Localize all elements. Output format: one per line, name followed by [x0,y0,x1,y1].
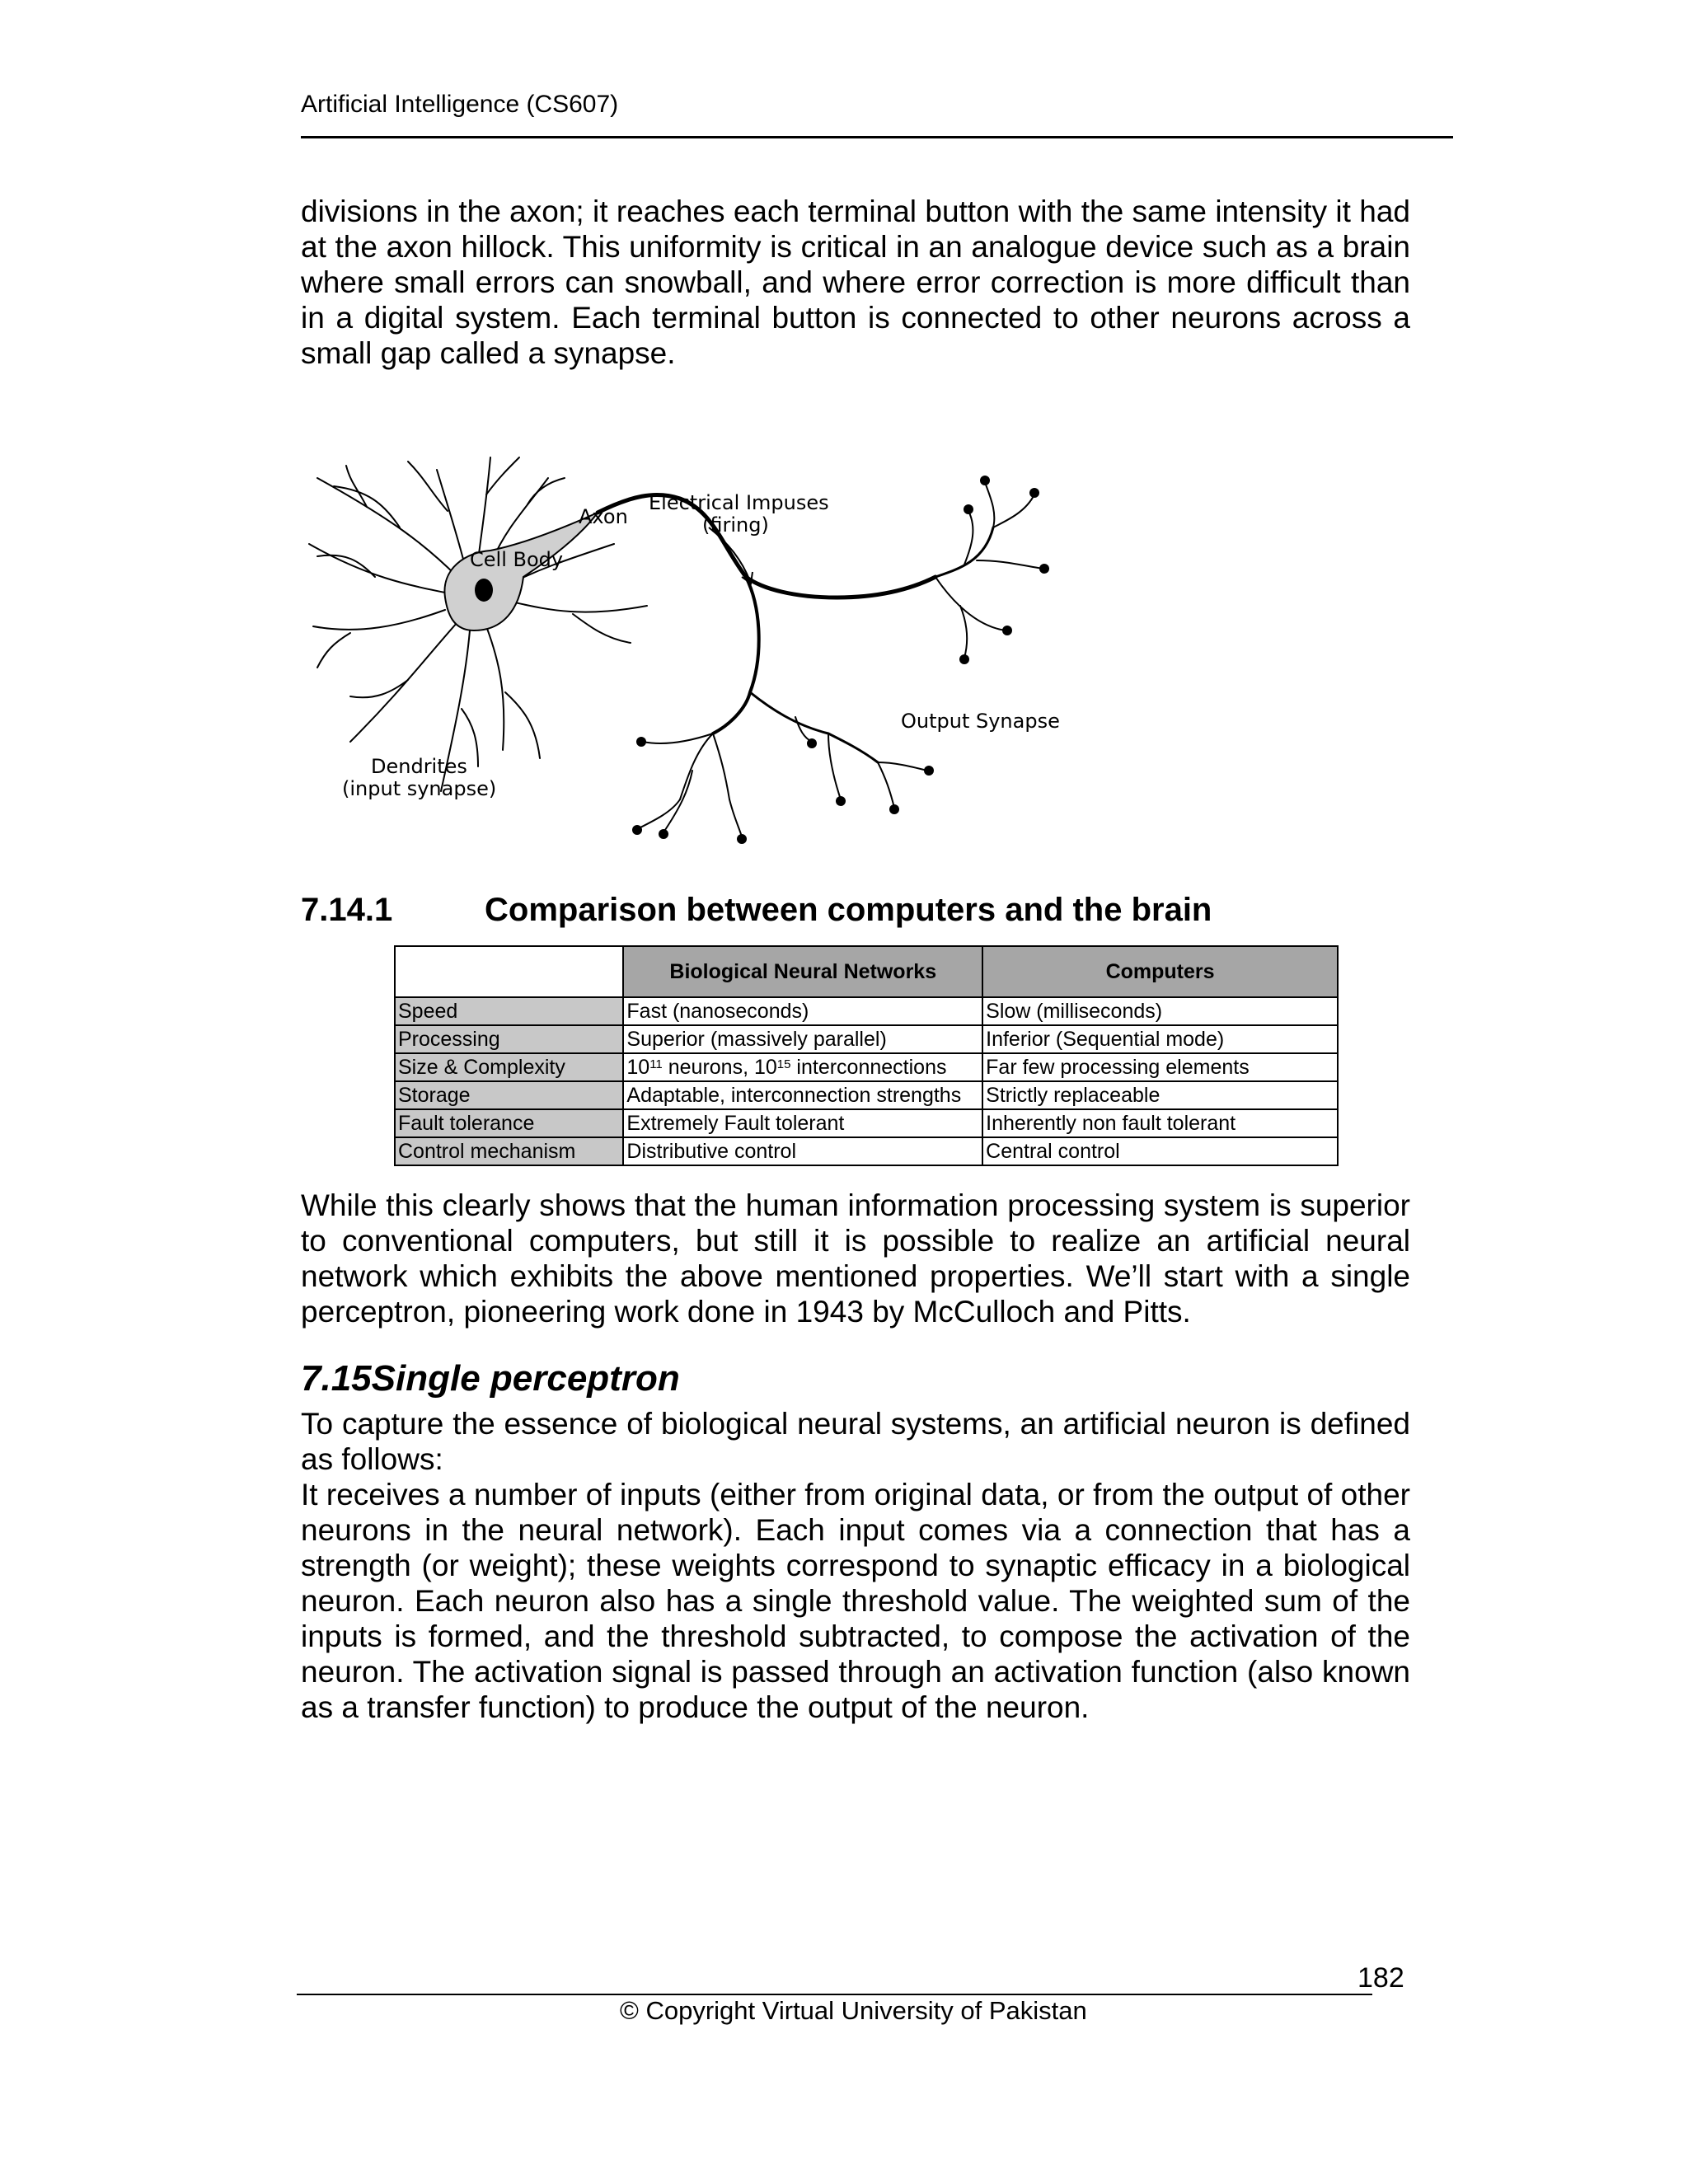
section-heading-7-14-1 [301,892,1212,929]
page-header-title: Artificial Intelligence (CS607) [301,91,619,118]
nucleus [475,579,493,602]
label-axon: Axon [579,505,628,528]
cell-bio [623,1053,982,1081]
row-label: Processing [395,1025,623,1053]
cell-comp: Far few processing elements [982,1053,1338,1081]
cell-bio: Superior (massively parallel) [623,1025,982,1053]
perceptron-paragraphs [301,1406,1410,1725]
row-label: Size & Complexity [395,1053,623,1081]
cell-comp: Inferior (Sequential mode) [982,1025,1338,1053]
table-header-row [395,946,1338,997]
cell-bio: Fast (nanoseconds) [623,997,982,1025]
comparison-table [394,945,1339,1166]
after-table-paragraph-text: While this clearly shows that the human information processing system is superior to conventional computers, but still it is possible to realize an artificial neural network which exhibits the above mentioned properties. We’ll start with a single perceptron, pioneering work done in 1943 by McCulloch and Pitts. [301,1188,1410,1329]
footer-rule [297,1994,1372,1995]
section-title: Comparison between computers and the brain [485,892,1212,928]
section-heading-7-15 [301,1358,680,1399]
perceptron-paragraph-2: It receives a number of inputs (either from original data, or from the output of other neurons in the neural network). Each input comes via a connection that has a strength (or weight); these weights correspond to synaptic efficacy in a biological neuron. Each neuron also has a single threshold value. The weighted sum of the inputs is formed, and the threshold subtracted, to compose the activation of the neuron. The activation signal is passed through an activation function (also known as a transfer function) to produce the output of the neuron. [301,1478,1410,1724]
table-header-bio: Biological Neural Networks [623,946,982,997]
base-1: 10 [626,1056,650,1079]
text-mid: neurons, [662,1056,754,1079]
exponent-1: 11 [649,1057,663,1071]
label-dendrites-2: (input synapse) [342,777,497,800]
row-label: Speed [395,997,623,1025]
exponent-2: 15 [776,1057,791,1071]
label-cell-body: Cell Body [470,548,564,571]
page-number: 182 [1357,1962,1404,1994]
table-row [395,1053,1338,1081]
cell-body [444,513,598,630]
section-title: Single perceptron [371,1358,680,1399]
base-2: 10 [753,1056,777,1079]
table-row [395,1025,1338,1053]
cell-comp: Strictly replaceable [982,1081,1338,1109]
neuron-diagram [301,445,1076,874]
section-number: 7.14.1 [301,892,393,928]
table-row [395,1081,1338,1109]
label-impulses-1: Electrical Impuses [649,491,829,514]
perceptron-paragraph-1: To capture the essence of biological neural systems, an artificial neuron is defined as follows: [301,1407,1410,1476]
table-row [395,997,1338,1025]
table-row [395,1137,1338,1165]
section-number: 7.15 [301,1358,372,1399]
axon [598,482,1043,837]
intro-paragraph [301,194,1410,371]
label-dendrites-1: Dendrites [371,755,467,778]
cell-comp: Slow (milliseconds) [982,997,1338,1025]
table-header-blank [395,946,623,997]
row-label: Storage [395,1081,623,1109]
label-impulses-2: (firing) [702,513,769,537]
row-label: Control mechanism [395,1137,623,1165]
table-header-comp: Computers [982,946,1338,997]
header-rule [301,136,1453,138]
cell-comp: Central control [982,1137,1338,1165]
table-row [395,1109,1338,1137]
cell-bio: Adaptable, interconnection strengths [623,1081,982,1109]
copyright-notice: © Copyright Virtual University of Pakistan [620,1996,1087,2025]
cell-comp: Inherently non fault tolerant [982,1109,1338,1137]
label-output-synapse: Output Synapse [901,710,1060,733]
intro-paragraph-text: divisions in the axon; it reaches each terminal button with the same intensity it had at the axon hillock. This uniformity is critical in an analogue device such as a brain where small errors can snowball, and where error correction is more difficult than in a digital system. Each terminal button is connected to other neurons across a small gap called a synapse. [301,194,1410,370]
row-label: Fault tolerance [395,1109,623,1137]
cell-bio: Distributive control [623,1137,982,1165]
cell-bio: Extremely Fault tolerant [623,1109,982,1137]
text-end: interconnections [790,1056,947,1079]
synapse-terminals [632,476,1049,844]
after-table-paragraph [301,1188,1410,1329]
